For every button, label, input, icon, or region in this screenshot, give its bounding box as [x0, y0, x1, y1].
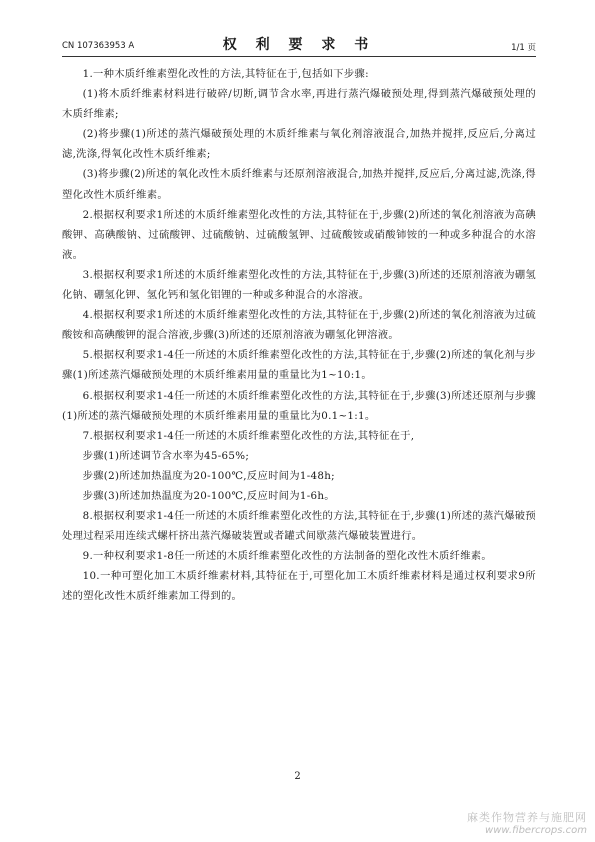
claim-5: 5.根据权利要求1-4任一所述的木质纤维素塑化改性的方法,其特征在于,步骤(2)所述的氧化剂与步骤(1)所述蒸汽爆破预处理的木质纤维素用量的重量比为1~10:1。	[62, 349, 536, 382]
publication-number: CN 107363953 A	[62, 41, 135, 51]
claim-6: 6.根据权利要求1-4任一所述的木质纤维素塑化改性的方法,其特征在于,步骤(3)所述还原剂与步骤(1)所述的蒸汽爆破预处理的木质纤维素用量的重量比为0.1~1:1。	[62, 389, 536, 422]
claim-8: 8.根据权利要求1-4任一所述的木质纤维素塑化改性的方法,其特征在于,步骤(1)所述的蒸汽爆破预处理过程采用连续式螺杆挤出蒸汽爆破装置或者罐式间歇蒸汽爆破装置进行。	[62, 510, 536, 543]
claim-1-step-2: (2)将步骤(1)所述的蒸汽爆破预处理的木质纤维素与氧化剂溶液混合,加热并搅拌,反应后,分离过滤,洗涤,得氧化改性木质纤维素;	[62, 128, 536, 161]
header-divider	[62, 56, 536, 57]
watermark-name: 麻类作物营养与施肥网	[467, 811, 587, 824]
document-title: 权 利 要 求 书	[222, 37, 376, 53]
claim-1-step-3: (3)将步骤(2)所述的氧化改性木质纤维素与还原剂溶液混合,加热并搅拌,反应后,分离过滤,洗涤,得塑化改性木质纤维素。	[62, 168, 536, 201]
claim-1: 1.一种木质纤维素塑化改性的方法,其特征在于,包括如下步骤:	[82, 68, 369, 80]
claim-10: 10.一种可塑化加工木质纤维素材料,其特征在于,可塑化加工木质纤维素材料是通过权利要求9所述的塑化改性木质纤维素加工得到的。	[62, 570, 536, 603]
claim-1-step-1: (1)将木质纤维素材料进行破碎/切断,调节含水率,再进行蒸汽爆破预处理,得到蒸汽爆破预处理的木质纤维素;	[62, 88, 536, 121]
page-info: 1/1 页	[511, 43, 536, 53]
claim-4: 4.根据权利要求1所述的木质纤维素塑化改性的方法,其特征在于,步骤(2)所述的氧化剂溶液为过硫酸铵和高碘酸钾的混合溶液,步骤(3)所述的还原剂溶液为硼氢化钾溶液。	[62, 309, 536, 342]
page-header	[62, 34, 536, 56]
claims-body	[62, 64, 536, 607]
watermark-url: www.fibercrops.com	[485, 825, 587, 836]
claim-9: 9.一种权利要求1-8任一所述的木质纤维素塑化改性的方法制备的塑化改性木质纤维素。	[82, 550, 492, 563]
claim-7-step-2: 步骤(2)所述加热温度为20-100℃,反应时间为1-48h;	[82, 469, 335, 482]
claim-2: 2.根据权利要求1所述的木质纤维素塑化改性的方法,其特征在于,步骤(2)所述的氧化剂溶液为高碘酸钾、高碘酸钠、过硫酸钾、过硫酸钠、过硫酸氢钾、过硫酸铵或硝酸铈铵的一种或多种混合的水溶液。	[62, 208, 536, 261]
claim-3: 3.根据权利要求1所述的木质纤维素塑化改性的方法,其特征在于,步骤(3)所述的还原剂溶液为硼氢化钠、硼氢化钾、氢化钙和氢化铝锂的一种或多种混合的水溶液。	[62, 268, 536, 302]
claim-7-step-1: 步骤(1)所述调节含水率为45-65%;	[82, 449, 250, 462]
site-watermark	[467, 809, 587, 836]
claim-7: 7.根据权利要求1-4任一所述的木质纤维素塑化改性的方法,其特征在于,	[82, 429, 415, 442]
claim-7-step-3: 步骤(3)所述加热温度为20-100℃,反应时间为1-6h。	[82, 489, 335, 502]
page-number: 2	[294, 771, 301, 782]
